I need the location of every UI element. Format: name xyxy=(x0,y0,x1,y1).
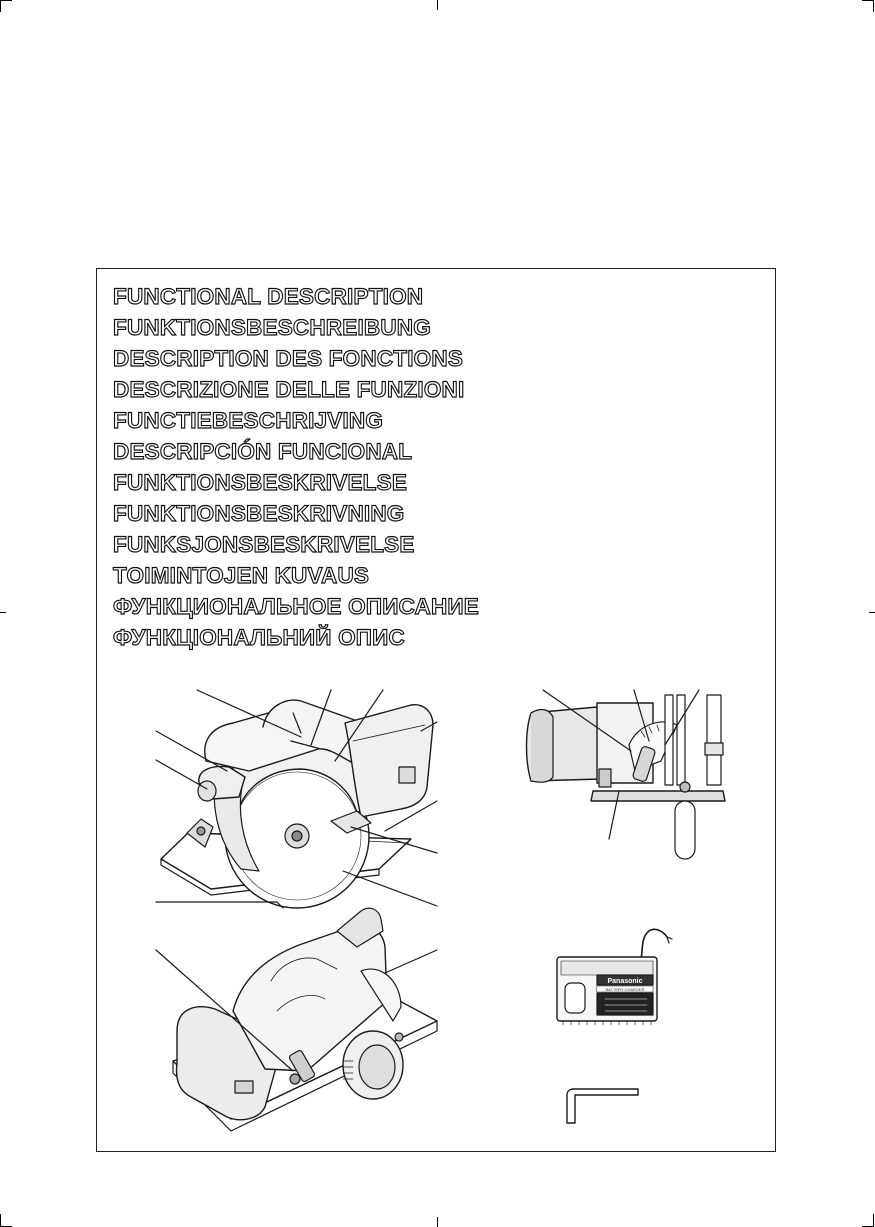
charger-brand: Panasonic xyxy=(607,978,643,985)
crop-mark xyxy=(0,0,1,12)
crop-mark xyxy=(0,0,12,1)
crop-mark xyxy=(0,612,6,613)
title-en: FUNCTIONAL DESCRIPTION xyxy=(113,284,424,309)
title-sv: FUNKTIONSBESKRIVNING xyxy=(113,501,405,526)
crop-mark xyxy=(873,0,874,12)
hex-wrench-illustration xyxy=(567,1089,638,1123)
title-de: FUNKTIONSBESCHREIBUNG xyxy=(113,315,431,340)
circular-saw-rear-illustration xyxy=(156,908,437,1131)
circular-saw-side-illustration xyxy=(156,690,437,908)
title-uk: ФУНКЦІОНАЛЬНИЙ ОПИС xyxy=(113,625,405,650)
title-fr: DESCRIPTION DES FONCTIONS xyxy=(113,346,464,371)
charger-model: BATTERY CHARGER xyxy=(605,987,645,992)
title-fi: TOIMINTOJEN KUVAUS xyxy=(113,563,370,588)
crop-mark xyxy=(437,0,438,10)
title-es: DESCRIPCIÓN FUNCIONAL xyxy=(113,439,413,464)
crop-mark xyxy=(437,1217,438,1227)
content-frame xyxy=(96,268,776,1152)
bevel-detail-illustration xyxy=(527,690,726,859)
battery-charger-illustration xyxy=(557,929,672,1025)
illustrations xyxy=(97,269,775,1151)
crop-mark xyxy=(869,612,875,613)
title-ru: ФУНКЦИОНАЛЬНОЕ ОПИСАНИЕ xyxy=(113,594,479,619)
title-no: FUNKSJONSBESKRIVELSE xyxy=(113,532,415,557)
title-nl: FUNCTIEBESCHRIJVING xyxy=(113,408,384,433)
title-da: FUNKTIONSBESKRIVELSE xyxy=(113,470,408,495)
title-it: DESCRIZIONE DELLE FUNZIONI xyxy=(113,377,465,402)
